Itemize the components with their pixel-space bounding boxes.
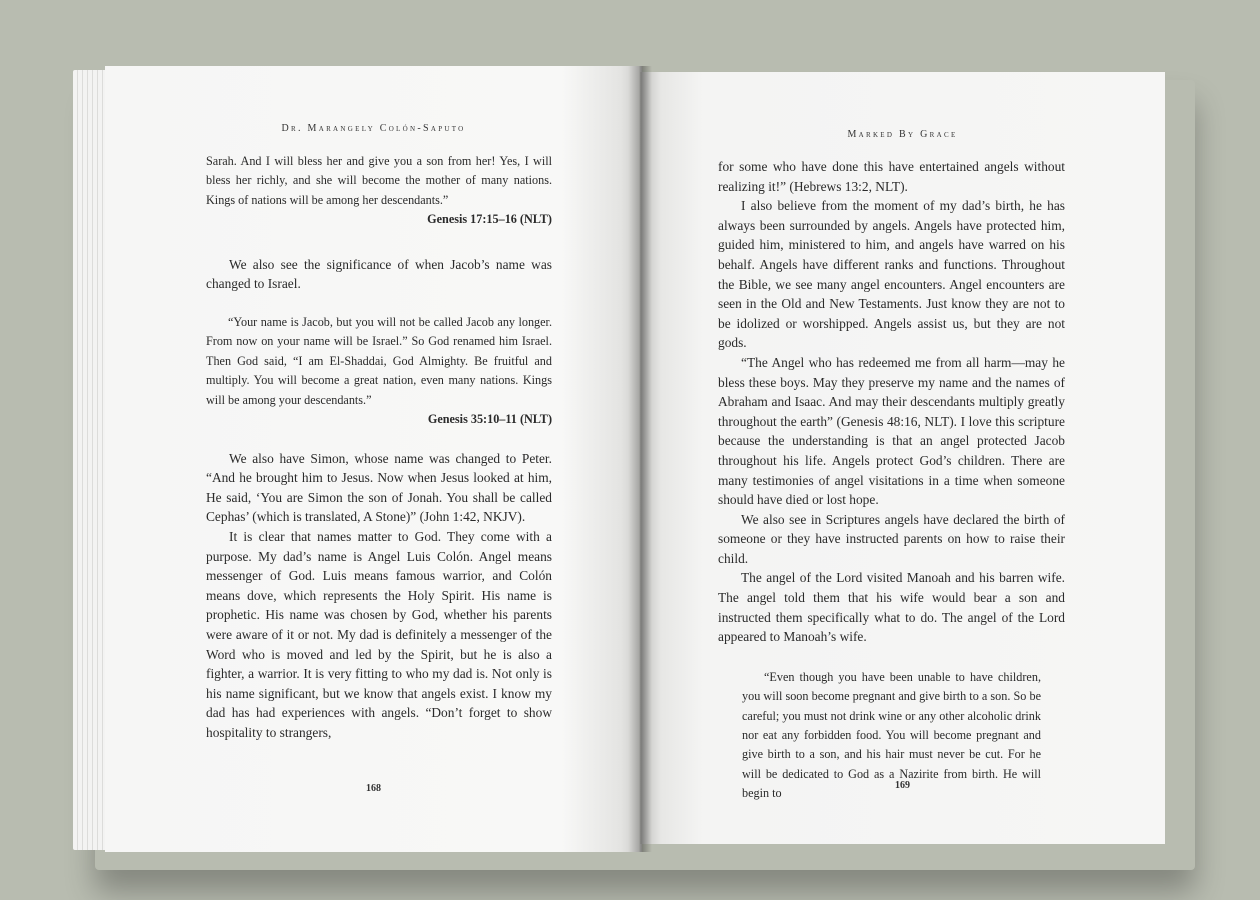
paragraph-names-matter: It is clear that names matter to God. They come with a purpose. My dad’s name is Angel Luis Colón. Angel means messenger of God. Luis means famous warrior, and Colón means dove, which represents the Holy Spirit. His name is prophetic. His name was chosen by God, whether his parents were aware of it or not. My dad is definitely a messenger of the Word who is moved and led by the Spirit, but he is also a fighter, a warrior. It is very fitting to who my dad is. Not only is his name significant, but we know that angels exist. I know my dad has had experiences with angels. “Don’t forget to show hospitality to strangers,: [206, 529, 552, 740]
paragraph-jacob-name: We also see the significance of when Jacob’s name was changed to Israel.: [206, 256, 552, 292]
book-spine-shadow: [628, 66, 652, 852]
citation-genesis-17: Genesis 17:15–16 (NLT): [427, 212, 552, 227]
right-page: [640, 72, 1165, 844]
paragraph-manoah: The angel of the Lord visited Manoah and his barren wife. The angel told them that his wife would bear a son and instructed them specifically what to do. The angel of the Lord appeared to Manoah’s wife.: [718, 570, 1065, 645]
right-page-content: [718, 157, 1065, 804]
quote-genesis-35: “Your name is Jacob, but you will not be called Jacob any longer. From now on your name will be Israel.” So God renamed him Israel. Then God said, “I am El-Shaddai, God Almighty. Be fruitful and multiply. You will become a great nation, even many nations. Kings will be among your descendants.”: [206, 315, 552, 407]
left-page-content: [206, 152, 552, 743]
left-page: [105, 66, 642, 852]
citation-genesis-35: Genesis 35:10–11 (NLT): [427, 412, 552, 427]
right-page-number: 169: [895, 780, 910, 791]
left-running-header: Dr. Marangely Colón-Saputo: [281, 123, 466, 134]
quote-judges-13: “Even though you have been unable to have children, you will soon become pregnant and give birth to a son. So be careful; you must not drink wine or any other alcoholic drink nor eat any forbidden food. You will become pregnant and give birth to a son, and his hair must never be cut. For he will be dedicated to God as a Nazirite from birth. He will begin to: [742, 669, 1041, 801]
paragraph-surrounded-by-angels: I also believe from the moment of my dad’s birth, he has always been surrounded by angels. Angels have protected him, guided him, ministered to him, and angels have warred on his behalf. Angels have different ranks and functions. Throughout the Bible, we see many angel encounters. Angel encounters are seen in the Old and New Testaments. Just know they are not to be idolized or worshipped. Angels assist us, but they are not gods.: [718, 198, 1065, 351]
quote-genesis-17: Sarah. And I will bless her and give you a son from her! Yes, I will bless her richly, and she will become the mother of many nations. Kings of nations will be among her descendants.”: [206, 154, 552, 207]
paragraph-hebrews: for some who have done this have entertained angels without realizing it!” (Hebrews 13:2, NLT).: [718, 159, 1065, 194]
paragraph-simon-peter: We also have Simon, whose name was changed to Peter. “And he brought him to Jesus. Now when Jesus looked at him, He said, ‘You are Simon the son of Jonah. You shall be called Cephas’ (which is translated, A Stone)” (John 1:42, NKJV).: [206, 450, 552, 525]
paragraph-genesis-48: “The Angel who has redeemed me from all harm—may he bless these boys. May they preserve my name and the names of Abraham and Isaac. And may their descendants multiply greatly throughout the earth” (Genesis 48:16, NLT). I love this scripture because the understanding is that an angel protected Jacob throughout his life. Angels protect God’s children. There are many testimonies of angel visitations in a time when someone should have died or lost hope.: [718, 354, 1065, 508]
right-running-header: Marked By Grace: [847, 129, 958, 140]
paragraph-angels-declared-birth: We also see in Scriptures angels have declared the birth of someone or they have instructed parents on how to raise their child.: [718, 511, 1065, 566]
left-page-number: 168: [366, 783, 381, 794]
